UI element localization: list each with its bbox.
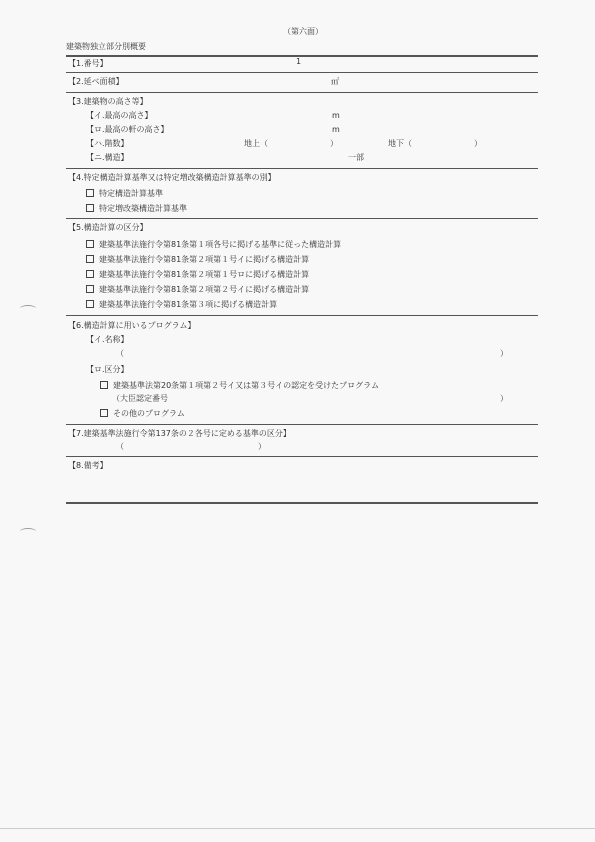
s3-below-label: 地下（: [388, 139, 412, 148]
checkbox[interactable]: [86, 300, 94, 308]
s3-i-unit: m: [332, 111, 340, 120]
checkbox[interactable]: [86, 204, 94, 212]
s5-option-2[interactable]: 建築基準法施行令第81条第２項第１号イに掲げる構造計算: [86, 255, 309, 264]
checkbox[interactable]: [86, 240, 94, 248]
s7-paren-close: ）: [258, 442, 266, 451]
s6-cert-label: （大臣認定番号: [112, 394, 168, 403]
s6-option-certified[interactable]: 建築基準法第20条第１項第２号イ又は第３号イの認定を受けたプログラム: [100, 381, 379, 390]
top-rule: [66, 55, 538, 57]
s1-value[interactable]: 1: [296, 57, 302, 66]
checkbox[interactable]: [86, 189, 94, 197]
divider: [66, 424, 538, 425]
s6-cert-paren-close: ）: [500, 394, 508, 403]
form-title: 建築物独立部分別概要: [66, 42, 146, 51]
s8-label: 【8.備考】: [68, 461, 108, 470]
s6-i-label: 【イ.名称】: [86, 335, 129, 344]
divider: [66, 168, 538, 169]
divider: [66, 218, 538, 219]
s6-label: 【6.構造計算に用いるプログラム】: [68, 321, 196, 330]
divider: [66, 72, 538, 73]
checkbox[interactable]: [100, 381, 108, 389]
punch-hole-mark: [20, 305, 36, 312]
s3-ni-part: 一部: [348, 153, 364, 162]
s2-label: 【2.延べ面積】: [68, 77, 124, 86]
punch-hole-mark: [20, 528, 36, 535]
s3-above-close: ）: [330, 139, 338, 148]
s1-label: 【1.番号】: [68, 59, 108, 68]
s5-option-3[interactable]: 建築基準法施行令第81条第２項第１号ロに掲げる構造計算: [86, 270, 309, 279]
s6-name-paren-close: ）: [500, 349, 508, 358]
s6-option-other[interactable]: その他のプログラム: [100, 409, 185, 418]
s3-i-label: 【イ.最高の高さ】: [86, 111, 153, 120]
checkbox[interactable]: [86, 255, 94, 263]
s6-ro-label: 【ロ.区分】: [86, 365, 129, 374]
page-label: （第六面）: [283, 27, 323, 36]
bottom-rule: [66, 502, 538, 504]
s3-ha-label: 【ハ.階数】: [86, 139, 129, 148]
divider: [66, 456, 538, 457]
s2-unit: ㎡: [331, 77, 339, 86]
s3-label: 【3.建築物の高さ等】: [68, 97, 148, 106]
checkbox[interactable]: [86, 270, 94, 278]
s3-above-label: 地上（: [244, 139, 268, 148]
s3-below-close: ）: [474, 139, 482, 148]
s7-label: 【7.建築基準法施行令第137条の２各号に定める基準の区分】: [68, 429, 291, 438]
s3-ro-label: 【ロ.最高の軒の高さ】: [86, 125, 169, 134]
divider: [66, 92, 538, 93]
scan-edge-line: [0, 828, 595, 829]
divider: [66, 315, 538, 316]
s4-label: 【4.特定構造計算基準又は特定増改築構造計算基準の別】: [68, 173, 276, 182]
s5-option-5[interactable]: 建築基準法施行令第81条第３項に掲げる構造計算: [86, 300, 277, 309]
s6-name-paren-open: （: [116, 349, 124, 358]
s3-ni-label: 【ニ.構造】: [86, 153, 129, 162]
s5-option-4[interactable]: 建築基準法施行令第81条第２項第２号イに掲げる構造計算: [86, 285, 309, 294]
s5-option-1[interactable]: 建築基準法施行令第81条第１項各号に掲げる基準に従った構造計算: [86, 240, 341, 249]
s4-option-1[interactable]: 特定構造計算基準: [86, 189, 163, 198]
checkbox[interactable]: [100, 409, 108, 417]
s4-option-2[interactable]: 特定増改築構造計算基準: [86, 204, 187, 213]
s5-label: 【5.構造計算の区分】: [68, 223, 148, 232]
checkbox[interactable]: [86, 285, 94, 293]
s7-paren-open: （: [116, 442, 124, 451]
s3-ro-unit: m: [332, 125, 340, 134]
